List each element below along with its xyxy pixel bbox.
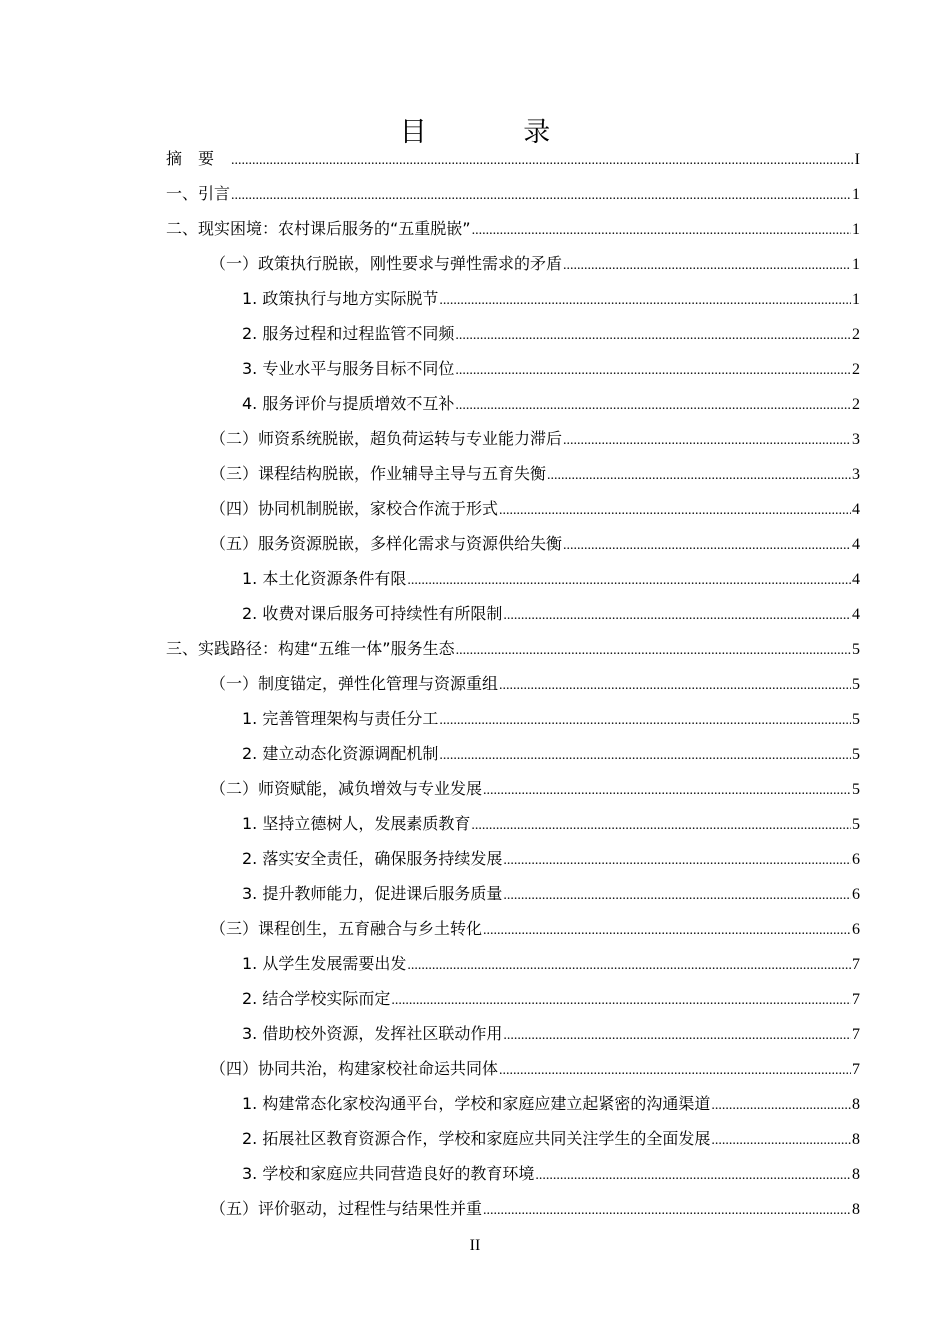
toc-entry-page-number: 4 — [852, 571, 860, 588]
toc-entry-title: 2. 服务过程和过程监管不同频 — [242, 324, 455, 343]
toc-entry-title: 2. 结合学校实际而定 — [242, 989, 391, 1008]
toc-entry[interactable] — [166, 561, 860, 596]
toc-entry-page-number: 7 — [852, 1061, 860, 1078]
toc-entry-page-number: 1 — [852, 291, 860, 308]
toc-entry[interactable] — [166, 666, 860, 701]
toc-dot-leader — [391, 983, 851, 1018]
toc-dot-leader — [439, 703, 851, 738]
toc-entry-page-number: 5 — [852, 641, 860, 658]
toc-entry-page-number: 5 — [852, 746, 860, 763]
toc-entry[interactable] — [166, 141, 860, 176]
toc-entry-title: （三）课程创生，五育融合与乡土转化 — [210, 919, 483, 938]
toc-entry[interactable] — [166, 316, 860, 351]
toc-entry-page-number: 1 — [852, 256, 860, 273]
toc-entry-page-number: 8 — [852, 1131, 860, 1148]
toc-entry-title: （一）政策执行脱嵌，刚性要求与弹性需求的矛盾 — [210, 254, 563, 273]
toc-entry[interactable] — [166, 946, 860, 981]
toc-entry-page-number: 5 — [852, 676, 860, 693]
toc-entry[interactable] — [166, 1191, 860, 1226]
footer-page-number: II — [469, 1237, 481, 1254]
toc-entry-title: 2. 落实安全责任，确保服务持续发展 — [242, 849, 503, 868]
toc-entry[interactable] — [166, 491, 860, 526]
toc-entry[interactable] — [166, 876, 860, 911]
toc-entry-page-number: 3 — [852, 466, 860, 483]
toc-entry[interactable] — [166, 771, 860, 806]
toc-entry[interactable] — [166, 246, 860, 281]
toc-entry-title: （四）协同机制脱嵌，家校合作流于形式 — [210, 499, 499, 518]
toc-entry[interactable] — [166, 596, 860, 631]
toc-entry[interactable] — [166, 1121, 860, 1156]
toc-entry-page-number: 1 — [852, 221, 860, 238]
toc-entry-title: 1. 政策执行与地方实际脱节 — [242, 289, 439, 308]
toc-entry-title: 1. 构建常态化家校沟通平台，学校和家庭应建立起紧密的沟通渠道 — [242, 1094, 711, 1113]
toc-entry-page-number: 8 — [852, 1201, 860, 1218]
toc-entry-page-number: 1 — [852, 186, 860, 203]
toc-entry-title: 3. 学校和家庭应共同营造良好的教育环境 — [242, 1164, 535, 1183]
toc-entry-title: 1. 本土化资源条件有限 — [242, 569, 407, 588]
toc-entry-title: 2. 收费对课后服务可持续性有所限制 — [242, 604, 503, 623]
toc-entry[interactable] — [166, 386, 860, 421]
toc-dot-leader — [499, 668, 851, 703]
toc-entry-title: （三）课程结构脱嵌，作业辅导主导与五育失衡 — [210, 464, 547, 483]
toc-entry-page-number: 7 — [852, 956, 860, 973]
toc-entry[interactable] — [166, 211, 860, 246]
toc-entry-page-number: 4 — [852, 536, 860, 553]
toc-entry[interactable] — [166, 281, 860, 316]
page-title: 目 录 — [399, 117, 595, 148]
toc-dot-leader — [711, 1123, 851, 1158]
toc-dot-leader — [503, 598, 851, 633]
toc-entry[interactable] — [166, 526, 860, 561]
toc-entry[interactable] — [166, 1086, 860, 1121]
toc-dot-leader — [455, 318, 851, 353]
toc-entry-title: （二）师资赋能，减负增效与专业发展 — [210, 779, 483, 798]
toc-dot-leader — [563, 248, 851, 283]
toc-entry-title: （五）服务资源脱嵌，多样化需求与资源供给失衡 — [210, 534, 563, 553]
toc-entry-page-number: 5 — [852, 816, 860, 833]
toc-entry-title: 一、引言 — [166, 184, 231, 203]
toc-entry[interactable] — [166, 806, 860, 841]
toc-entry-page-number: 8 — [852, 1166, 860, 1183]
toc-dot-leader — [483, 913, 851, 948]
toc-entry[interactable] — [166, 911, 860, 946]
toc-entry-page-number: 3 — [852, 431, 860, 448]
toc-entry-title: 1. 坚持立德树人，发展素质教育 — [242, 814, 471, 833]
toc-dot-leader — [472, 213, 851, 248]
toc-entry-page-number: 7 — [852, 991, 860, 1008]
toc-entry-page-number: 7 — [852, 1026, 860, 1043]
toc-entry-title: 摘要 — [166, 149, 231, 168]
toc-dot-leader — [535, 1158, 851, 1193]
toc-entry-page-number: 6 — [852, 886, 860, 903]
toc-dot-leader — [456, 633, 851, 668]
toc-dot-leader — [563, 423, 851, 458]
toc-dot-leader — [503, 1018, 851, 1053]
toc-entry-page-number: 8 — [852, 1096, 860, 1113]
toc-entry[interactable] — [166, 421, 860, 456]
toc-entry-page-number: I — [854, 151, 860, 168]
toc-entry-title: 4. 服务评价与提质增效不互补 — [242, 394, 455, 413]
toc-entry-page-number: 5 — [852, 711, 860, 728]
toc-dot-leader — [439, 738, 851, 773]
toc-entry[interactable] — [166, 456, 860, 491]
toc-dot-leader — [503, 878, 851, 913]
toc-dot-leader — [407, 563, 851, 598]
toc-entry-title: 3. 专业水平与服务目标不同位 — [242, 359, 455, 378]
toc-entry-title: 2. 拓展社区教育资源合作，学校和家庭应共同关注学生的全面发展 — [242, 1129, 711, 1148]
toc-entry-title: （五）评价驱动，过程性与结果性并重 — [210, 1199, 483, 1218]
table-of-contents — [166, 141, 860, 1226]
toc-entry[interactable] — [166, 351, 860, 386]
toc-entry-title: 1. 从学生发展需要出发 — [242, 954, 407, 973]
toc-dot-leader — [483, 773, 851, 808]
toc-entry[interactable] — [166, 736, 860, 771]
toc-entry-title: 2. 建立动态化资源调配机制 — [242, 744, 439, 763]
toc-dot-leader — [407, 948, 851, 983]
toc-dot-leader — [231, 178, 851, 213]
toc-entry[interactable] — [166, 631, 860, 666]
toc-entry-page-number: 6 — [852, 921, 860, 938]
toc-entry-title: 1. 完善管理架构与责任分工 — [242, 709, 439, 728]
toc-dot-leader — [471, 808, 851, 843]
toc-entry-page-number: 2 — [852, 326, 860, 343]
toc-entry[interactable] — [166, 841, 860, 876]
toc-entry-title: 二、现实困境：农村课后服务的“五重脱嵌” — [166, 219, 471, 238]
toc-entry-page-number: 6 — [852, 851, 860, 868]
toc-entry[interactable] — [166, 1016, 860, 1051]
toc-entry[interactable] — [166, 981, 860, 1016]
toc-entry[interactable] — [166, 1156, 860, 1191]
toc-entry-title: 3. 提升教师能力，促进课后服务质量 — [242, 884, 503, 903]
toc-dot-leader — [499, 1053, 851, 1088]
toc-dot-leader — [547, 458, 851, 493]
toc-entry-title: （四）协同共治，构建家校社命运共同体 — [210, 1059, 499, 1078]
toc-dot-leader — [439, 283, 851, 318]
toc-dot-leader — [711, 1088, 851, 1123]
toc-dot-leader — [499, 493, 851, 528]
toc-dot-leader — [563, 528, 851, 563]
toc-entry-title: （二）师资系统脱嵌，超负荷运转与专业能力滞后 — [210, 429, 563, 448]
toc-entry-page-number: 5 — [852, 781, 860, 798]
toc-entry[interactable] — [166, 176, 860, 211]
toc-entry-page-number: 4 — [852, 501, 860, 518]
toc-dot-leader — [455, 388, 851, 423]
toc-entry-title: 三、实践路径：构建“五维一体”服务生态 — [166, 639, 455, 658]
toc-dot-leader — [455, 353, 851, 388]
toc-dot-leader — [231, 143, 854, 178]
toc-dot-leader — [483, 1193, 851, 1228]
toc-entry-page-number: 4 — [852, 606, 860, 623]
toc-entry-page-number: 2 — [852, 361, 860, 378]
toc-entry-title: 3. 借助校外资源，发挥社区联动作用 — [242, 1024, 503, 1043]
toc-entry-page-number: 2 — [852, 396, 860, 413]
toc-dot-leader — [503, 843, 851, 878]
toc-entry[interactable] — [166, 701, 860, 736]
toc-entry[interactable] — [166, 1051, 860, 1086]
toc-entry-title: （一）制度锚定，弹性化管理与资源重组 — [210, 674, 499, 693]
